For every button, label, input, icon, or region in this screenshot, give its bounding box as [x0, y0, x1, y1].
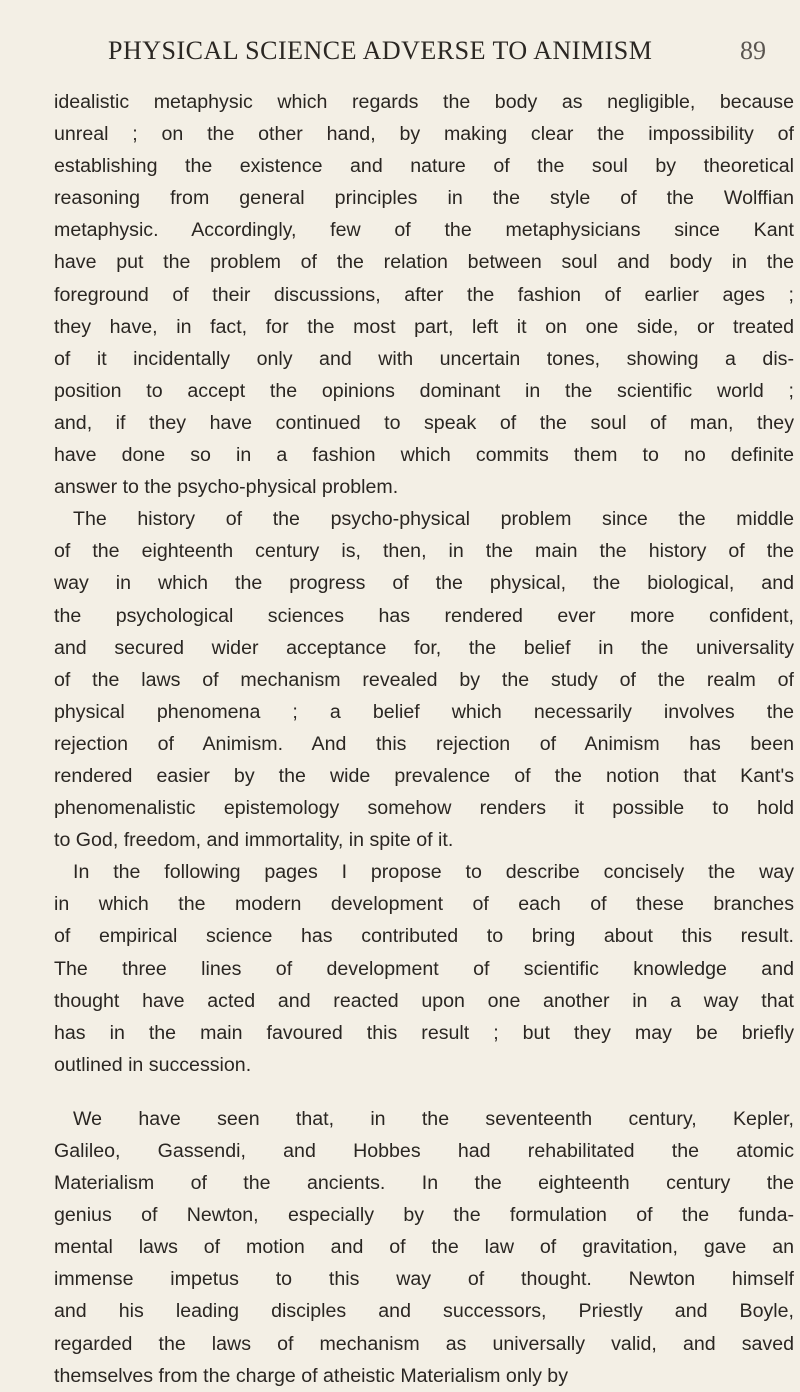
text-line: way in which the progress of the physical, the biological, and	[54, 572, 794, 595]
text-line: in which the modern development of each of these branches	[54, 893, 794, 916]
text-line: they have, in fact, for the most part, left it on one side, or treated	[54, 315, 794, 338]
text-line: have put the problem of the relation between soul and body in the	[54, 251, 794, 274]
page-number: 89	[740, 36, 766, 65]
text-line: have done so in a fashion which commits them to no definite	[54, 444, 794, 467]
text-line: position to accept the opinions dominant in the scientific world ;	[54, 379, 794, 402]
text-line: to God, freedom, and immortality, in spite of it.	[54, 829, 454, 852]
body-text	[54, 86, 794, 1392]
paragraph-1	[54, 86, 794, 503]
text-line: establishing the existence and nature of the soul by theoretical	[54, 155, 794, 178]
text-line: of empirical science has contributed to bring about this result.	[54, 925, 794, 948]
text-line: rendered easier by the wide prevalence of the notion that Kant's	[54, 764, 794, 787]
text-line: metaphysic. Accordingly, few of the metaphysicians since Kant	[54, 219, 794, 242]
text-line: of it incidentally only and with uncertain tones, showing a dis-	[54, 347, 794, 370]
text-line: Galileo, Gassendi, and Hobbes had rehabilitated the atomic	[54, 1140, 794, 1162]
text-line: In the following pages I propose to describe concisely the way	[73, 861, 794, 884]
paragraph-2	[54, 503, 794, 856]
text-line: of the eighteenth century is, then, in the main the history of the	[54, 540, 794, 563]
text-line: mental laws of motion and of the law of gravitation, gave an	[54, 1236, 794, 1259]
text-line: foreground of their discussions, after the fashion of earlier ages ;	[54, 283, 794, 306]
text-line: answer to the psycho-physical problem.	[54, 476, 399, 499]
paragraph-3	[54, 856, 794, 1081]
text-line: phenomenalistic epistemology somehow renders it possible to hold	[54, 797, 794, 820]
text-line: immense impetus to this way of thought. Newton himself	[54, 1268, 794, 1291]
text-line: We have seen that, in the seventeenth century, Kepler,	[73, 1107, 794, 1130]
section-gap	[54, 1081, 794, 1103]
text-line: regarded the laws of mechanism as universally valid, and saved	[54, 1332, 794, 1355]
text-line: unreal ; on the other hand, by making clear the impossibility of	[54, 123, 794, 146]
text-line: and his leading disciples and successors, Priestly and Boyle,	[54, 1300, 794, 1323]
text-line: thought have acted and reacted upon one another in a way that	[54, 989, 794, 1012]
text-line: the psychological sciences has rendered ever more confident,	[54, 604, 794, 627]
text-line: reasoning from general principles in the style of the Wolffian	[54, 187, 794, 210]
text-line: physical phenomena ; a belief which necessarily involves the	[54, 700, 794, 723]
text-line: of the laws of mechanism revealed by the study of the realm of	[54, 668, 794, 691]
text-line: Materialism of the ancients. In the eighteenth century the	[54, 1172, 794, 1195]
text-line: and secured wider acceptance for, the belief in the universality	[54, 636, 794, 659]
text-line: themselves from the charge of atheistic Materialism only by	[54, 1364, 569, 1387]
text-line: The history of the psycho-physical problem since the middle	[73, 508, 794, 531]
text-line: genius of Newton, especially by the formulation of the funda-	[54, 1204, 794, 1227]
text-line: outlined in succession.	[54, 1053, 252, 1076]
text-line: The three lines of development of scientific knowledge and	[54, 957, 794, 980]
text-line: has in the main favoured this result ; but they may be briefly	[54, 1021, 794, 1044]
text-line: idealistic metaphysic which regards the body as negligible, because	[54, 91, 794, 113]
paragraph-4	[54, 1103, 794, 1392]
page-header	[0, 36, 800, 76]
text-line: rejection of Animism. And this rejection of Animism has been	[54, 732, 794, 755]
text-line: and, if they have continued to speak of the soul of man, they	[54, 411, 794, 434]
running-title: PHYSICAL SCIENCE ADVERSE TO ANIMISM	[108, 36, 653, 65]
